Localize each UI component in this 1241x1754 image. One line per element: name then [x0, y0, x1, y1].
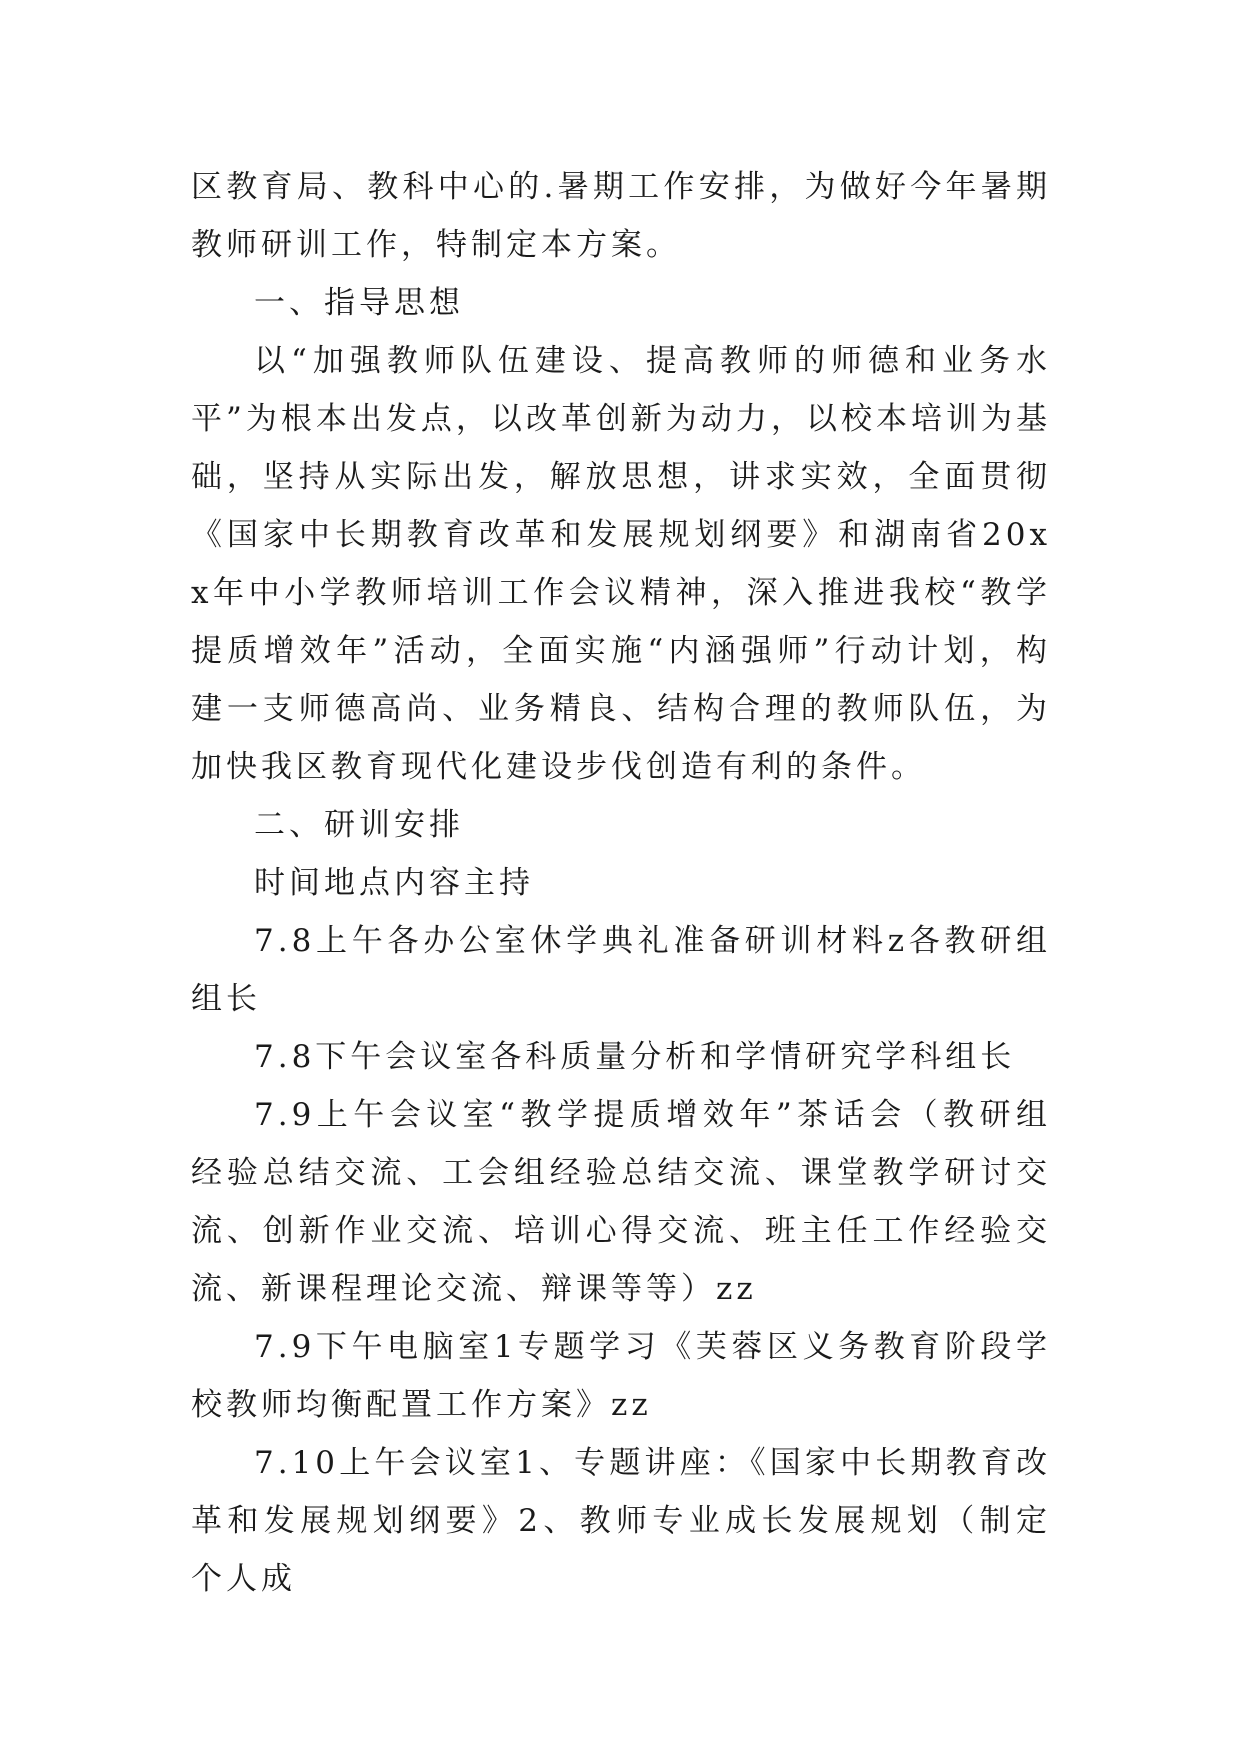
- schedule-item: 7.9下午电脑室1专题学习《芙蓉区义务教育阶段学校教师均衡配置工作方案》zz: [191, 1329, 1051, 1423]
- schedule-item: 7.8下午会议室各科质量分析和学情研究学科组长: [254, 1039, 1016, 1075]
- schedule-item: 7.9上午会议室“教学提质增效年”茶话会（教研组经验总结交流、工会组经验总结交流、课堂教学研讨交流、创新作业交流、培训心得交流、班主任工作经验交流、新课程理论交流、辩课等等）zz: [191, 1097, 1051, 1307]
- schedule-item: 7.8上午各办公室休学典礼准备研训材料z各教研组组长: [191, 923, 1051, 1017]
- heading-guiding-ideology: 一、指导思想: [254, 285, 464, 321]
- paragraph-guiding-ideology: 以“加强教师队伍建设、提高教师的师德和业务水平”为根本出发点，以改革创新为动力，以校本培训为基础，坚持从实际出发，解放思想，讲求实效，全面贯彻《国家中长期教育改革和发展规划纲要》和湖南省20xx年中小学教师培训工作会议精神，深入推进我校“教学提质增效年”活动，全面实施“内涵强师”行动计划，构建一支师德高尚、业务精良、结构合理的教师队伍，为加快我区教育现代化建设步伐创造有利的条件。: [191, 343, 1051, 785]
- schedule-item: 7.10上午会议室1、专题讲座：《国家中长期教育改革和发展规划纲要》2、教师专业成长发展规划（制定个人成: [191, 1445, 1051, 1597]
- heading-training-arrangement: 二、研训安排: [254, 807, 464, 843]
- document-body: [191, 158, 1051, 1608]
- paragraph-intro: 区教育局、教科中心的.暑期工作安排，为做好今年暑期教师研训工作，特制定本方案。: [191, 169, 1051, 263]
- schedule-header: 时间地点内容主持: [254, 865, 534, 901]
